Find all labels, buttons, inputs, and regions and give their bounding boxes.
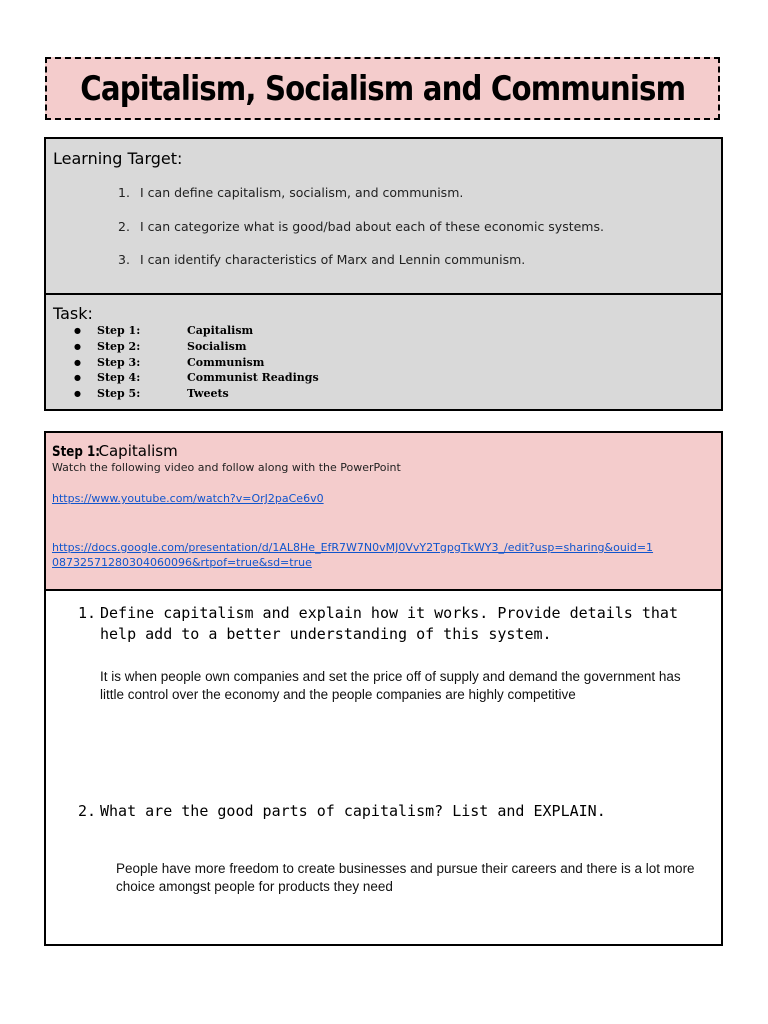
item-text: I can identify characteristics of Marx and Lennin communism. — [140, 252, 526, 267]
bullet-icon: ● — [74, 358, 81, 367]
step-label: Step 2: — [97, 340, 141, 353]
item-text: I can define capitalism, socialism, and communism. — [140, 185, 464, 200]
questions-box — [44, 589, 723, 946]
answer-line: It is when people own companies and set the price off of supply and demand the government has — [100, 669, 681, 684]
answer-2[interactable] — [116, 860, 695, 896]
learning-target-item — [118, 185, 463, 200]
step-name: Socialism — [187, 340, 247, 353]
question-number: 1. — [78, 604, 97, 622]
step1-heading — [52, 442, 178, 460]
step1-label: Step 1: — [52, 444, 101, 460]
item-number: 2. — [118, 219, 130, 234]
task-heading: Task: — [53, 304, 93, 323]
bullet-icon: ● — [74, 389, 81, 398]
step-name: Communist Readings — [187, 371, 319, 384]
slides-link-line2[interactable]: 08732571280304060096&rtpof=true&sd=true — [52, 556, 312, 569]
question-text: What are the good parts of capitalism? List and EXPLAIN. — [100, 802, 606, 820]
title-banner — [45, 57, 720, 120]
answer-1[interactable] — [100, 668, 681, 704]
step1-instruction: Watch the following video and follow along with the PowerPoint — [52, 461, 401, 474]
youtube-link[interactable]: https://www.youtube.com/watch?v=OrJ2paCe6v0 — [52, 492, 324, 505]
question-number: 2. — [78, 802, 97, 820]
task-box — [44, 293, 723, 411]
item-text: I can categorize what is good/bad about each of these economic systems. — [140, 219, 604, 234]
page-title: Capitalism, Socialism and Communism — [80, 68, 685, 109]
learning-target-item — [118, 219, 604, 234]
answer-line: People have more freedom to create businesses and pursue their careers and there is a lot more — [116, 861, 695, 876]
step-label: Step 1: — [97, 324, 141, 337]
slides-link-line1[interactable]: https://docs.google.com/presentation/d/1AL8He_EfR7W7N0vMJ0VvY2TgpgTkWY3_/edit?usp=sharing&ouid=1 — [52, 541, 654, 554]
step-label: Step 4: — [97, 371, 141, 384]
step-label: Step 3: — [97, 356, 141, 369]
step-name: Communism — [187, 356, 265, 369]
bullet-icon: ● — [74, 342, 81, 351]
learning-target-heading: Learning Target: — [53, 149, 183, 168]
step-name: Tweets — [187, 387, 229, 400]
question-text: Define capitalism and explain how it works. Provide details that help add to a better understanding of this system. — [100, 604, 678, 643]
bullet-icon: ● — [74, 373, 81, 382]
step1-title: Capitalism — [98, 442, 178, 460]
learning-target-item — [118, 252, 525, 267]
step-name: Capitalism — [187, 324, 254, 337]
answer-line: little control over the economy and the people companies are highly competitive — [100, 687, 576, 702]
item-number: 1. — [118, 185, 130, 200]
step1-box — [44, 431, 723, 591]
step-label: Step 5: — [97, 387, 141, 400]
bullet-icon: ● — [74, 326, 81, 335]
answer-line: choice amongst people for products they need — [116, 879, 393, 894]
item-number: 3. — [118, 252, 130, 267]
learning-target-box — [44, 137, 723, 295]
